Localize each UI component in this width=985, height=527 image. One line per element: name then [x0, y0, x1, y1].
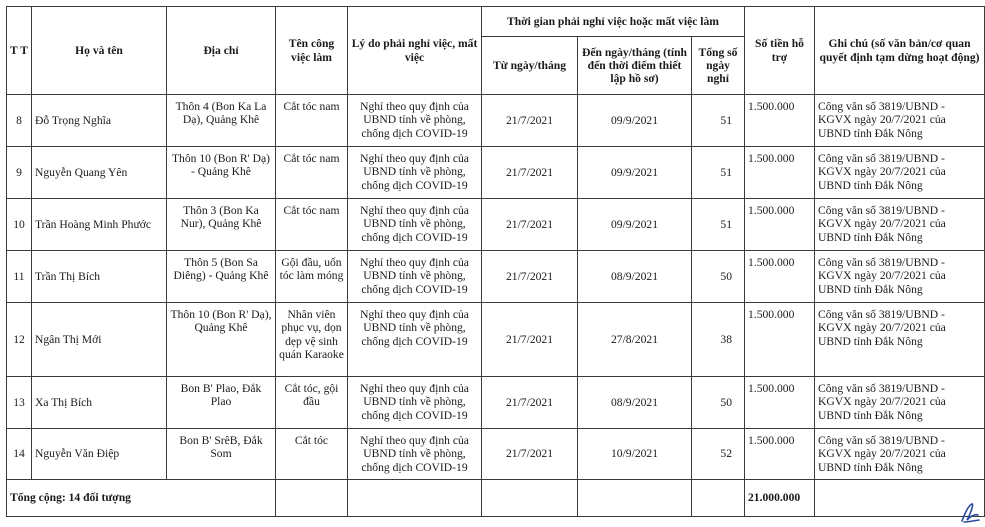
row-job: Cắt tóc [276, 429, 348, 480]
row-note: Công văn số 3819/UBND - KGVX ngày 20/7/2021 của UBND tỉnh Đắk Nông [815, 147, 985, 199]
row-amount: 1.500.000 [745, 377, 815, 429]
total-amount: 21.000.000 [745, 480, 815, 517]
row-to: 27/8/2021 [578, 303, 692, 377]
row-reason: Nghỉ theo quy định của UBND tỉnh về phòng, chống dịch COVID-19 [348, 377, 482, 429]
row-days: 38 [692, 303, 745, 377]
table-row [7, 199, 985, 251]
row-name: Nguyễn Văn Điệp [32, 429, 167, 480]
row-amount: 1.500.000 [745, 429, 815, 480]
row-amount: 1.500.000 [745, 95, 815, 147]
row-days: 50 [692, 377, 745, 429]
row-days: 51 [692, 199, 745, 251]
header-amount: Số tiền hỗ trợ [745, 7, 815, 95]
row-reason: Nghỉ theo quy định của UBND tỉnh về phòng, chống dịch COVID-19 [348, 147, 482, 199]
row-from: 21/7/2021 [482, 429, 578, 480]
row-from: 21/7/2021 [482, 147, 578, 199]
row-days: 51 [692, 95, 745, 147]
row-stt: 10 [7, 199, 32, 251]
row-stt: 8 [7, 95, 32, 147]
row-reason: Nghỉ theo quy định của UBND tỉnh về phòng, chống dịch COVID-19 [348, 303, 482, 377]
row-reason: Nghỉ theo quy định của UBND tỉnh về phòng, chống dịch COVID-19 [348, 95, 482, 147]
row-from: 21/7/2021 [482, 95, 578, 147]
row-to: 09/9/2021 [578, 147, 692, 199]
row-to: 09/9/2021 [578, 95, 692, 147]
row-name: Đỗ Trọng Nghĩa [32, 95, 167, 147]
row-amount: 1.500.000 [745, 147, 815, 199]
support-table [6, 6, 985, 517]
row-note: Công văn số 3819/UBND - KGVX ngày 20/7/2021 của UBND tỉnh Đắk Nông [815, 303, 985, 377]
row-address: Thôn 3 (Bon Ka Nur), Quảng Khê [167, 199, 276, 251]
row-amount: 1.500.000 [745, 199, 815, 251]
header-from: Từ ngày/tháng [482, 37, 578, 95]
row-job: Cắt tóc, gội đầu [276, 377, 348, 429]
header-days: Tổng số ngày nghỉ [692, 37, 745, 95]
row-name: Nguyễn Quang Yên [32, 147, 167, 199]
row-from: 21/7/2021 [482, 303, 578, 377]
row-stt: 12 [7, 303, 32, 377]
row-note: Công văn số 3819/UBND - KGVX ngày 20/7/2021 của UBND tỉnh Đắk Nông [815, 199, 985, 251]
table-row [7, 429, 985, 480]
row-reason: Nghỉ theo quy định của UBND tỉnh về phòng, chống dịch COVID-19 [348, 199, 482, 251]
row-amount: 1.500.000 [745, 303, 815, 377]
row-from: 21/7/2021 [482, 199, 578, 251]
row-stt: 13 [7, 377, 32, 429]
header-note: Ghi chú (số văn bản/cơ quan quyết định tạm dừng hoạt động) [815, 7, 985, 95]
header-period-group: Thời gian phải nghỉ việc hoặc mất việc làm [482, 7, 745, 37]
row-name: Xa Thị Bích [32, 377, 167, 429]
table-row [7, 95, 985, 147]
row-to: 08/9/2021 [578, 377, 692, 429]
row-address: Thôn 4 (Bon Ka La Dạ), Quảng Khê [167, 95, 276, 147]
row-note: Công văn số 3819/UBND - KGVX ngày 20/7/2021 của UBND tỉnh Đắk Nông [815, 95, 985, 147]
table-row [7, 147, 985, 199]
row-job: Cắt tóc nam [276, 147, 348, 199]
table-row [7, 377, 985, 429]
row-to: 10/9/2021 [578, 429, 692, 480]
row-address: Thôn 5 (Bon Sa Diêng) - Quảng Khê [167, 251, 276, 303]
header-reason: Lý do phải nghỉ việc, mất việc [348, 7, 482, 95]
header-address: Địa chỉ [167, 7, 276, 95]
row-job: Gội đầu, uốn tóc làm móng [276, 251, 348, 303]
table-body [7, 95, 985, 480]
header-to: Đến ngày/tháng (tính đến thời điểm thiết lập hồ sơ) [578, 37, 692, 95]
header-stt: T T [7, 7, 32, 95]
row-name: Ngân Thị Mới [32, 303, 167, 377]
row-stt: 9 [7, 147, 32, 199]
signature-mark [959, 501, 981, 525]
table-row [7, 251, 985, 303]
total-label: Tổng cộng: 14 đối tượng [7, 480, 276, 517]
table-row [7, 303, 985, 377]
row-address: Thôn 10 (Bon R' Dạ), Quảng Khê [167, 303, 276, 377]
row-days: 51 [692, 147, 745, 199]
row-from: 21/7/2021 [482, 251, 578, 303]
row-stt: 14 [7, 429, 32, 480]
row-name: Trần Hoàng Minh Phước [32, 199, 167, 251]
row-name: Trần Thị Bích [32, 251, 167, 303]
row-reason: Nghỉ theo quy định của UBND tỉnh về phòng, chống dịch COVID-19 [348, 251, 482, 303]
row-to: 09/9/2021 [578, 199, 692, 251]
row-address: Thôn 10 (Bon R' Dạ) - Quảng Khê [167, 147, 276, 199]
row-stt: 11 [7, 251, 32, 303]
row-job: Cắt tóc nam [276, 95, 348, 147]
row-job: Cắt tóc nam [276, 199, 348, 251]
row-note: Công văn số 3819/UBND - KGVX ngày 20/7/2021 của UBND tỉnh Đắk Nông [815, 429, 985, 480]
row-note: Công văn số 3819/UBND - KGVX ngày 20/7/2021 của UBND tỉnh Đắk Nông [815, 377, 985, 429]
row-job: Nhân viên phục vụ, dọn dẹp vệ sinh quán Karaoke [276, 303, 348, 377]
row-days: 52 [692, 429, 745, 480]
header-name: Họ và tên [32, 7, 167, 95]
row-note: Công văn số 3819/UBND - KGVX ngày 20/7/2021 của UBND tỉnh Đắk Nông [815, 251, 985, 303]
row-from: 21/7/2021 [482, 377, 578, 429]
total-row [7, 480, 985, 517]
row-days: 50 [692, 251, 745, 303]
header-job: Tên công việc làm [276, 7, 348, 95]
row-address: Bon B' Plao, Đắk Plao [167, 377, 276, 429]
row-reason: Nghỉ theo quy định của UBND tỉnh về phòng, chống dịch COVID-19 [348, 429, 482, 480]
row-amount: 1.500.000 [745, 251, 815, 303]
row-address: Bon B' SrêB, Đắk Som [167, 429, 276, 480]
row-to: 08/9/2021 [578, 251, 692, 303]
